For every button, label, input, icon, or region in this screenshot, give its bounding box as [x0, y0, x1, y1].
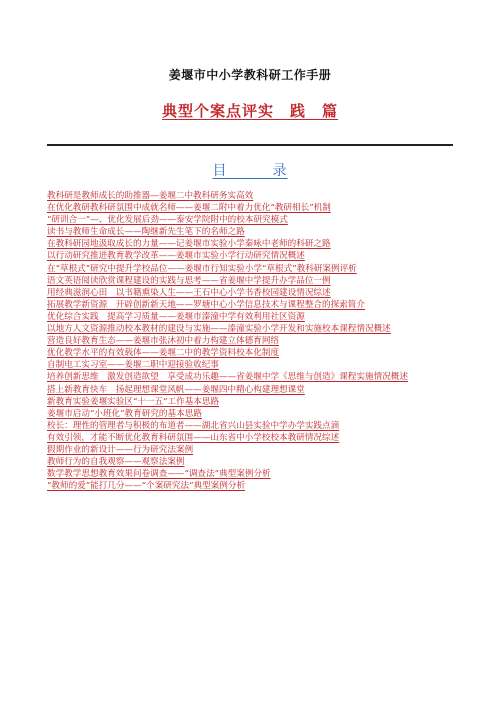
toc-item[interactable]: 自制电工实习室——姜堰二职中迎接验收纪事 [47, 360, 219, 371]
toc-item[interactable]: 校长：理性的管理者与积极的布道者——湖北省兴山县实验中学办学实践点滴 [47, 420, 340, 431]
toc-item[interactable]: 教科研是教师成长的助推器—姜堰二中教科研务实高效 [47, 191, 254, 201]
toc-item[interactable]: 优化教学水平的有效载体——姜堰二中的教学资料校本化制度 [47, 348, 280, 359]
toc-item[interactable]: 新教育实验姜堰实验区“十一五”工作基本思路 [47, 396, 220, 407]
toc-item[interactable]: 在优化教研教科研氛围中成就名师——姜堰二附中着力优化“教研相长”机制 [47, 203, 331, 214]
toc-item[interactable]: 优化综合实践 提高学习质量——姜堰市溱潼中学有效利用社区资源 [47, 311, 305, 322]
toc-item[interactable]: 培养创新思维 激发创造欲望 享受成功乐趣——省姜堰中学《思维与创造》课程实施情况概述 [47, 372, 408, 383]
section-title[interactable]: 典型个案点评实 践 篇 [161, 102, 338, 120]
toc-item[interactable]: 教师行为的自我观察——观察法案例 [47, 457, 185, 468]
toc-item[interactable]: 在教科研园地汲取成长的力量——记姜堰市实验小学秦咏中老师的科研之路 [47, 239, 331, 250]
manual-title: 姜堰市中小学教科研工作手册 [168, 68, 332, 82]
toc-item[interactable]: 假期作业的新设计——行为研究法案例 [47, 444, 194, 455]
toc-item[interactable]: 数学教学思想教育效果问卷调查——“调查法”典型案例分析 [47, 469, 271, 480]
toc-item[interactable]: 拓展教学新资源 开辟创新新天地——罗塘中心小学信息技术与课程整合的探索简介 [47, 299, 365, 310]
toc-item[interactable]: 语文英语阅读欣赏课程建设的实践与思考——省姜堰中学提升办学品位一例 [47, 275, 331, 286]
toc-item[interactable]: 姜堰市启动“小班化”教育研究的基本思路 [47, 408, 202, 419]
toc-heading[interactable]: 目 录 [212, 163, 288, 179]
horizontal-rule [47, 144, 453, 146]
toc-item[interactable]: 搭上新教育快车 扬起理想课堂风帆——姜堰四中精心构建理想课堂 [47, 384, 305, 395]
toc-item[interactable]: 营造良好教育生态——姜堰市张沐初中着力构建立体德育网络 [47, 336, 280, 347]
toc-item[interactable]: 有效引领，才能不断优化教育科研氛围——山东省中小学校校本教研情况综述 [47, 432, 340, 443]
toc-item[interactable]: 以地方人文资源推动校本教材的建设与实施——溱潼实验小学开发和实施校本课程情况概述 [47, 324, 391, 335]
toc-item[interactable]: 在“草根式”研究中提升学校品位——姜堰市行知实验小学“草根式”教科研案例评析 [47, 263, 357, 274]
toc-item[interactable]: “教师的爱”能打几分——“个案研究法”典型案例分析 [47, 481, 246, 492]
toc-item[interactable]: 用经典滋润心田 以书籍熏染人生——王石中心小学书香校园建设情况综述 [47, 287, 331, 298]
toc-list [47, 190, 457, 492]
toc-item[interactable]: 以行动研究推进教育教学改革——姜堰市实验小学行动研究情况概述 [47, 251, 305, 262]
toc-item[interactable]: “研训合一”—、优化发展后劲——泰安学院附中的校本研究模式 [47, 215, 288, 226]
toc-item[interactable]: 读书与教师生命成长——陶继新先生笔下的名师之路 [47, 227, 245, 238]
